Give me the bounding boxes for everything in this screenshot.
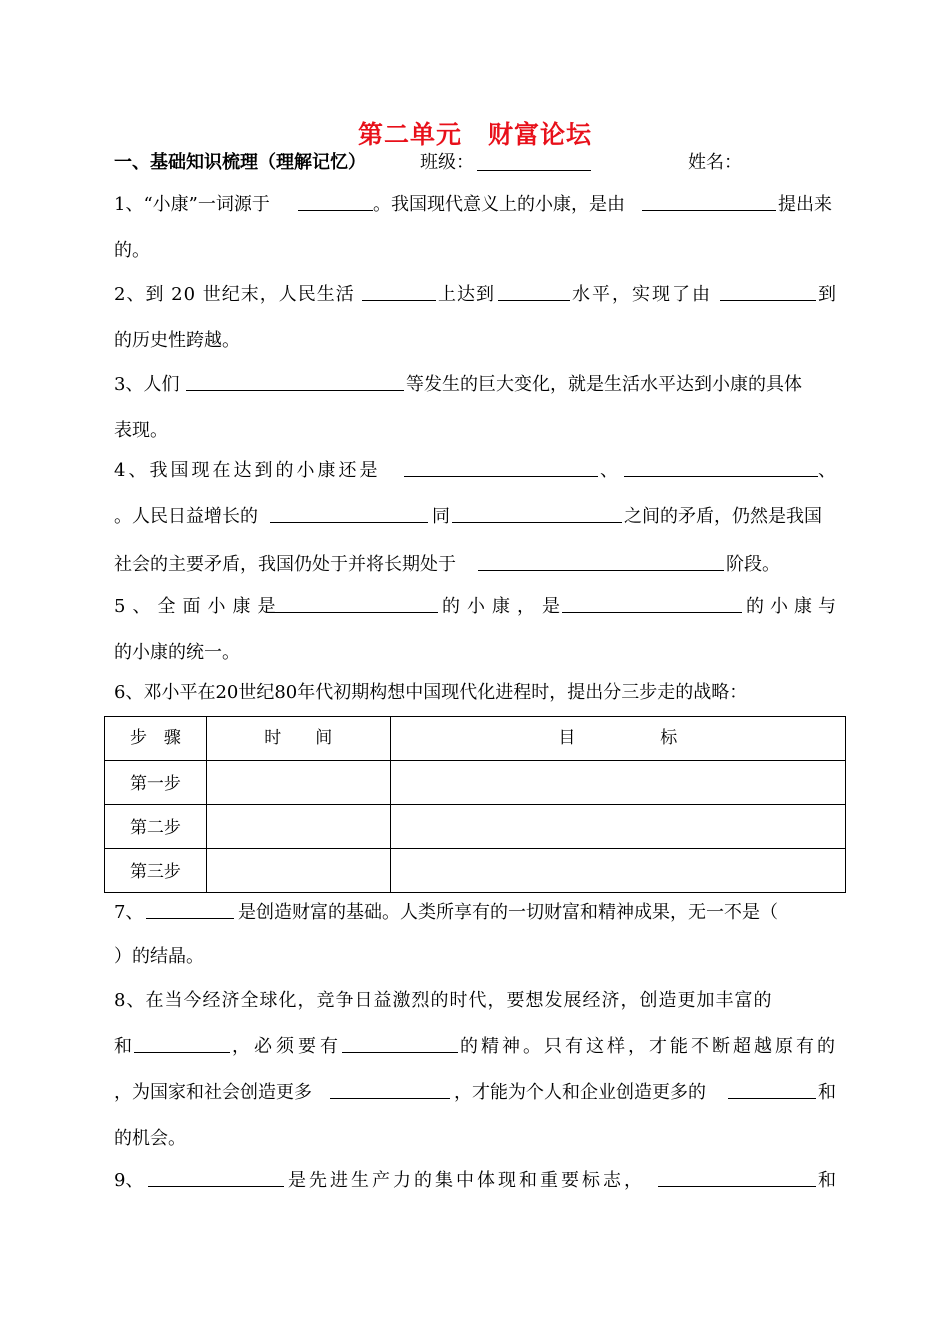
q9-blank-1[interactable] — [148, 1168, 284, 1187]
q3-blank-1[interactable] — [186, 372, 404, 391]
q2-text-d: 到 — [818, 284, 836, 305]
q7-blank-1[interactable] — [146, 900, 234, 919]
q3-text-a: 3、人们 — [114, 374, 180, 395]
header-step: 步 骤 — [105, 717, 207, 761]
q4-text-c: 、 — [818, 460, 836, 481]
q3-text-b: 等发生的巨大变化，就是生活水平达到小康的具体 — [406, 374, 802, 395]
q8-blank-1[interactable] — [134, 1034, 230, 1053]
table-row — [105, 805, 846, 849]
name-label: 姓名： — [688, 152, 742, 173]
q8-text-e: ，为国家和社会创造更多 — [114, 1082, 312, 1103]
goal-cell[interactable] — [390, 805, 845, 849]
q8-text-b: 和 — [114, 1036, 132, 1057]
header-time: 时 间 — [206, 717, 390, 761]
q8-text-h: 的机会。 — [114, 1128, 186, 1149]
q2-blank-1[interactable] — [362, 282, 436, 301]
step-label: 第一步 — [105, 761, 207, 805]
header-goal: 目 标 — [390, 717, 845, 761]
q4-text-e: 同 — [432, 506, 450, 527]
q4-blank-5[interactable] — [478, 552, 724, 571]
q9-text-c: 和 — [818, 1170, 836, 1191]
class-label: 班级： — [420, 152, 474, 173]
goal-cell[interactable] — [390, 761, 845, 805]
q5-text-a: 5、全面小康是 — [114, 596, 283, 617]
q5-text-b: 的小康，是 — [442, 596, 567, 617]
q8-text-d: 的精神。只有这样，才能不断超越原有的 — [460, 1036, 838, 1057]
q8-text-c: ，必须要有 — [232, 1036, 342, 1057]
q7-text-b: 是创造财富的基础。人类所享有的一切财富和精神成果，无一不是（ — [238, 902, 778, 923]
q8-text-a: 8、在当今经济全球化，竞争日益激烈的时代，要想发展经济，创造更加丰富的 — [114, 990, 773, 1011]
time-cell[interactable] — [206, 849, 390, 893]
q4-blank-3[interactable] — [270, 504, 428, 523]
q1-text-c: 提出来 — [778, 194, 832, 215]
q8-blank-2[interactable] — [342, 1034, 458, 1053]
table-header-row — [105, 717, 846, 761]
q9-text-a: 9、 — [114, 1170, 144, 1191]
q2-text-b: 上达到 — [438, 284, 495, 305]
q5-text-c: 的小康与 — [746, 596, 842, 617]
q4-text-f: 之间的矛盾，仍然是我国 — [624, 506, 822, 527]
q7-text-a: 7、 — [114, 902, 144, 923]
goal-cell[interactable] — [390, 849, 845, 893]
q3-text-c: 表现。 — [114, 420, 168, 441]
q2-blank-3[interactable] — [720, 282, 816, 301]
q1-text-a: 1、“小康”一词源于 — [114, 194, 270, 215]
q1-blank-1[interactable] — [298, 192, 373, 211]
step-label: 第二步 — [105, 805, 207, 849]
q1-text-b: 。我国现代意义上的小康，是由 — [373, 194, 625, 215]
q4-blank-4[interactable] — [452, 504, 622, 523]
class-field[interactable] — [477, 152, 591, 171]
q5-blank-1[interactable] — [272, 594, 438, 613]
q8-blank-4[interactable] — [728, 1080, 816, 1099]
table-row — [105, 761, 846, 805]
time-cell[interactable] — [206, 805, 390, 849]
time-cell[interactable] — [206, 761, 390, 805]
q2-text-a: 2、到 20 世纪末，人民生活 — [114, 284, 355, 305]
q4-text-a: 4、我国现在达到的小康还是 — [114, 460, 381, 481]
q7-text-c: ）的结晶。 — [114, 946, 204, 967]
q2-blank-2[interactable] — [498, 282, 570, 301]
q1-blank-2[interactable] — [642, 192, 776, 211]
q8-text-f: ，才能为个人和企业创造更多的 — [454, 1082, 706, 1103]
table-row — [105, 849, 846, 893]
q8-blank-3[interactable] — [330, 1080, 450, 1099]
section-heading: 一、基础知识梳理（理解记忆） — [114, 152, 366, 173]
strategy-table — [104, 716, 846, 893]
q8-text-g: 和 — [818, 1082, 836, 1103]
q2-text-c: 水平，实现了由 — [572, 284, 712, 305]
q9-blank-2[interactable] — [658, 1168, 816, 1187]
q5-blank-2[interactable] — [562, 594, 742, 613]
step-label: 第三步 — [105, 849, 207, 893]
q1-text-d: 的。 — [114, 240, 150, 261]
q6-text: 6、邓小平在20世纪80年代初期构想中国现代化进程时，提出分三步走的战略： — [114, 682, 748, 703]
q4-blank-1[interactable] — [404, 458, 598, 477]
q4-blank-2[interactable] — [624, 458, 818, 477]
q4-text-d: 。人民日益增长的 — [114, 506, 258, 527]
page-title: 第二单元 财富论坛 — [357, 120, 592, 149]
q4-text-g: 社会的主要矛盾，我国仍处于并将长期处于 — [114, 554, 456, 575]
q5-text-d: 的小康的统一。 — [114, 642, 240, 663]
q9-text-b: 是先进生产力的集中体现和重要标志， — [288, 1170, 645, 1191]
q2-text-e: 的历史性跨越。 — [114, 330, 240, 351]
section-header — [114, 148, 366, 174]
q4-text-b: 、 — [600, 460, 618, 481]
q4-text-h: 阶段。 — [726, 554, 780, 575]
